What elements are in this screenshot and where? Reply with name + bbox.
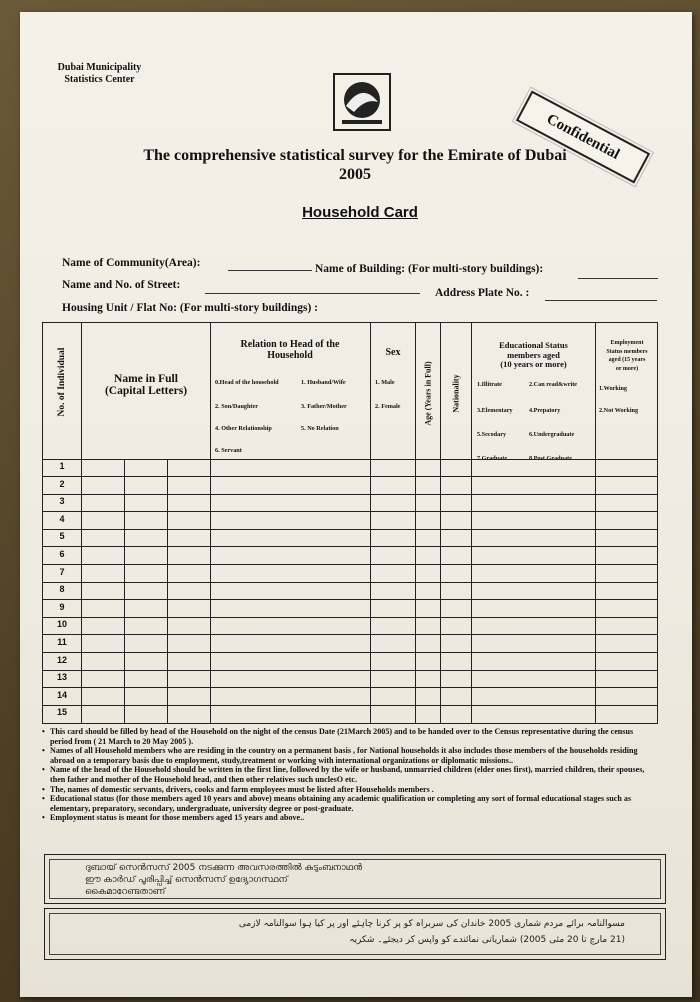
relation-code-4: 4. Other Relationship xyxy=(215,425,272,432)
column-employment-line-1: Employment xyxy=(610,340,644,346)
edu-code-7: 7.Graduate xyxy=(477,455,508,462)
row-number: 2 xyxy=(59,479,65,489)
household-card-heading: Household Card xyxy=(302,204,418,221)
column-relation-line-1: Relation to Head of the xyxy=(240,339,340,350)
column-education-line-3: (10 years or more) xyxy=(500,359,567,369)
confidential-stamp: Confidential xyxy=(516,91,650,184)
address-plate-field[interactable] xyxy=(545,300,657,301)
row-number: 7 xyxy=(59,567,65,577)
column-education-line-1: Educational Status xyxy=(499,340,568,350)
urdu-notice-box xyxy=(44,908,666,960)
column-name-line-1: Name in Full xyxy=(114,373,178,385)
col-divider xyxy=(471,323,472,723)
urdu-notice-line-2: (21 مارچ تا 20 مئی 2005) شماریاتی نمائندے کو واپس کر دیجئے۔ شکریہ xyxy=(349,935,625,945)
row-line xyxy=(43,476,657,477)
title-line-1: The comprehensive statistical survey for the Emirate of Dubai xyxy=(143,147,567,164)
row-number: 3 xyxy=(59,496,65,506)
header-divider xyxy=(43,459,657,460)
address-plate-label: Address Plate No. : xyxy=(435,287,530,299)
edu-code-8: 8.Post Graduate xyxy=(529,455,572,462)
edu-code-5: 5.Secodary xyxy=(477,431,507,438)
row-line xyxy=(43,564,657,565)
col-divider xyxy=(370,323,371,723)
col-divider xyxy=(595,323,596,723)
row-line xyxy=(43,617,657,618)
street-label: Name and No. of Street: xyxy=(62,279,181,291)
column-relation-line-2: Household xyxy=(267,350,313,361)
housing-unit-label: Housing Unit / Flat No: (For multi-story buildings) : xyxy=(62,302,318,314)
malayalam-notice-line-2: ഈ കാർഡ് പൂരിപ്പിച്ച് സെൻസസ് ഉദ്യോഗസ്ഥന് xyxy=(85,875,288,885)
edu-code-2: 2.Can read&write xyxy=(529,381,578,388)
row-line xyxy=(43,599,657,600)
column-name-line-2: (Capital Letters) xyxy=(104,385,188,397)
row-number: 6 xyxy=(59,549,65,559)
household-members-table xyxy=(42,322,658,724)
column-relation xyxy=(212,339,368,361)
sex-code-2: 2. Female xyxy=(375,403,401,410)
relation-code-0: 0.Head of the household xyxy=(215,379,279,386)
edu-code-4: 4.Prepatory xyxy=(529,407,561,414)
row-line xyxy=(43,582,657,583)
col-divider xyxy=(210,323,211,723)
relation-code-2: 2. Son/Daughter xyxy=(215,403,258,410)
col-divider xyxy=(81,323,82,723)
sex-code-1: 1. Male xyxy=(375,379,395,386)
urdu-notice-line-1: مسوالنامہ برائے مردم شماری 2005 خاندان کی سربراہ کو پر کرنا چاہئے اور پر کیا ہوا سوالنامہ لازمی xyxy=(238,919,625,929)
row-line xyxy=(43,670,657,671)
org-line-2: Statistics Center xyxy=(64,74,135,85)
column-employment-line-2: Status members xyxy=(606,348,648,355)
emp-code-1: 1.Working xyxy=(599,385,628,392)
row-number: 9 xyxy=(59,602,65,612)
row-number: 13 xyxy=(56,672,67,682)
edu-code-1: 1.Illitrate xyxy=(477,381,502,388)
name-subdivider xyxy=(124,459,125,723)
column-sex: Sex xyxy=(385,347,401,358)
malayalam-notice-line-3: കൈമാറേണ്ടതാണ് xyxy=(85,887,166,897)
edu-code-3: 3.Elementary xyxy=(477,407,513,414)
org-line-1: Dubai Municipality xyxy=(57,62,142,73)
row-number: 5 xyxy=(59,531,65,541)
column-employment-line-3: aged (15 years xyxy=(608,357,646,363)
column-education-line-2: members aged xyxy=(507,349,560,360)
edu-code-6: 6.Undergraduate xyxy=(529,431,575,438)
street-field[interactable] xyxy=(205,293,420,294)
instruction-item: • Employment status is meant for those members aged 15 years and above.. xyxy=(42,813,652,823)
malayalam-notice-line-1: ദുബായ് സെൻസസ് 2005 നടക്കുന്ന അവസരത്തിൽ കുടുംബനാഥൻ xyxy=(85,863,363,873)
column-individual-number: No. of Individual xyxy=(57,347,67,417)
column-employment xyxy=(596,339,658,373)
row-number: 15 xyxy=(56,707,67,717)
building-label: Name of Building: (For multi-story buildings): xyxy=(315,263,544,275)
row-number: 1 xyxy=(59,461,65,471)
community-label: Name of Community(Area): xyxy=(62,257,201,269)
name-subdivider xyxy=(167,459,168,723)
row-line xyxy=(43,705,657,706)
relation-code-5: 5. No Relation xyxy=(301,425,339,432)
row-number: 4 xyxy=(59,514,65,524)
community-field[interactable] xyxy=(228,270,312,271)
relation-code-3: 3. Father/Mother xyxy=(301,403,347,410)
relation-code-6: 6. Servant xyxy=(215,447,242,454)
instruction-item: • Name of the head of the Household should be written in the first line, followed by the wife or husband, unmarried children (elder ones first), married children, their spouses, then father and mother of the Household head, and then other relatives such unclesO etc. xyxy=(42,765,652,784)
row-line xyxy=(43,687,657,688)
instruction-item: • Educational status (for those members aged 10 years and above) means obtaining any academic qualification or completing any sort of formal educational stages such as elementary, preparatory, secondary, undergraduate, university degree or post-graduate. xyxy=(42,794,652,813)
building-field[interactable] xyxy=(578,278,658,279)
malayalam-notice-box xyxy=(44,854,666,904)
column-education xyxy=(473,341,594,370)
row-number: 10 xyxy=(56,619,67,629)
row-number: 11 xyxy=(57,637,67,647)
row-line xyxy=(43,529,657,530)
emp-code-2: 2.Not Working xyxy=(599,407,639,414)
instruction-item: • This card should be filled by head of the Household on the night of the census Date (21March 2005) and to be handed over to the Census representative during the census period from ( 21 March to 20 May 2005 ). xyxy=(42,727,652,746)
column-age: Age (Years in Full) xyxy=(423,361,433,426)
organization-name xyxy=(52,62,147,86)
row-number: 14 xyxy=(56,690,67,700)
instructions-list xyxy=(42,727,652,823)
row-line xyxy=(43,546,657,547)
row-number: 8 xyxy=(59,584,65,594)
row-line xyxy=(43,494,657,495)
survey-title xyxy=(120,146,590,184)
title-year: 2005 xyxy=(339,166,371,183)
col-divider xyxy=(440,323,441,723)
column-nationality: Nationality xyxy=(451,374,461,413)
instruction-item: • The, names of domestic servants, drivers, cooks and farm employees must be listed after Households members . xyxy=(42,785,652,795)
row-line xyxy=(43,634,657,635)
statistics-center-logo xyxy=(332,72,392,132)
column-employment-line-4: or more) xyxy=(615,365,639,372)
column-name xyxy=(83,373,209,397)
row-number: 12 xyxy=(56,655,67,665)
row-line xyxy=(43,511,657,512)
instruction-item: • Names of all Household members who are residing in the country on a permanent basis , for National households it also includes those members of the households residing abroad on a temporary basis due to employment, study,treatment or working with international organizations or diplomatic missions.. xyxy=(42,746,652,765)
row-line xyxy=(43,652,657,653)
relation-code-1: 1. Husband/Wife xyxy=(301,379,346,386)
col-divider xyxy=(415,323,416,723)
